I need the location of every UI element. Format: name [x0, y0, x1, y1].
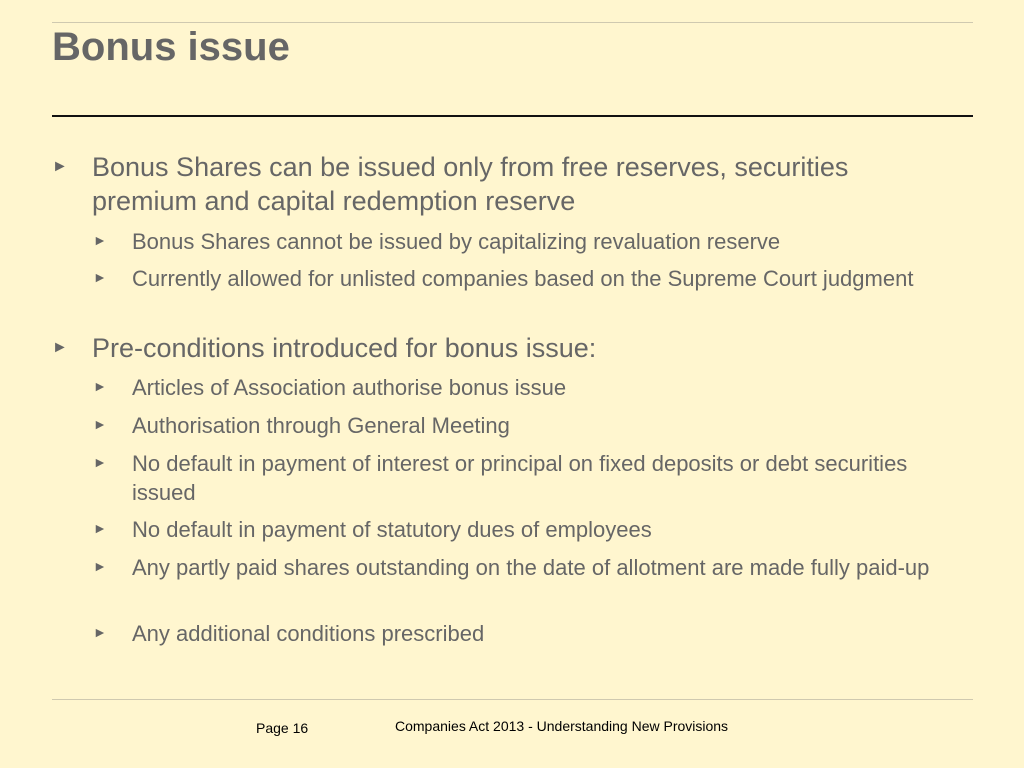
sub-bullet-item	[93, 411, 933, 440]
triangle-right-icon: ►	[93, 378, 107, 394]
sub-bullet-item	[93, 515, 933, 544]
triangle-right-icon: ►	[93, 416, 107, 432]
sub-bullet-item	[93, 619, 933, 648]
bullet-text: Bonus Shares can be issued only from free reserves, securities premium and capital redemption reserve	[92, 152, 849, 216]
sub-bullet-text: Bonus Shares cannot be issued by capitalizing revaluation reserve	[132, 229, 781, 254]
sub-bullet-text: No default in payment of interest or principal on fixed deposits or debt securities issued	[132, 451, 908, 505]
sub-bullet-item	[93, 227, 933, 256]
slide-title: Bonus issue	[52, 25, 290, 69]
sub-bullet-text: Authorisation through General Meeting	[132, 413, 510, 438]
footer-title: Companies Act 2013 - Understanding New Provisions	[395, 718, 729, 734]
sub-bullet-item	[93, 264, 933, 293]
sub-bullet-text: Currently allowed for unlisted companies based on the Supreme Court judgment	[132, 266, 914, 291]
page-number: Page 16	[256, 720, 309, 736]
sub-bullet-text: Articles of Association authorise bonus issue	[132, 375, 567, 400]
sub-bullet-text: Any partly paid shares outstanding on the date of allotment are made fully paid-up	[132, 555, 930, 580]
bullet-item	[52, 331, 912, 365]
triangle-right-icon: ►	[93, 520, 107, 536]
triangle-right-icon: ►	[93, 558, 107, 574]
bullet-item	[52, 150, 912, 218]
sub-bullet-item	[93, 373, 933, 402]
triangle-right-icon: ►	[93, 454, 107, 470]
triangle-right-icon: ►	[52, 158, 68, 175]
triangle-right-icon: ►	[93, 624, 107, 640]
sub-bullet-text: No default in payment of statutory dues of employees	[132, 517, 652, 542]
bullet-text: Pre-conditions introduced for bonus issue:	[92, 333, 597, 363]
triangle-right-icon: ►	[93, 232, 107, 248]
triangle-right-icon: ►	[93, 269, 107, 285]
sub-bullet-text: Any additional conditions prescribed	[132, 621, 485, 646]
sub-bullet-item	[93, 553, 933, 582]
sub-bullet-item	[93, 449, 933, 507]
triangle-right-icon: ►	[52, 339, 68, 356]
footer-divider	[52, 699, 973, 700]
